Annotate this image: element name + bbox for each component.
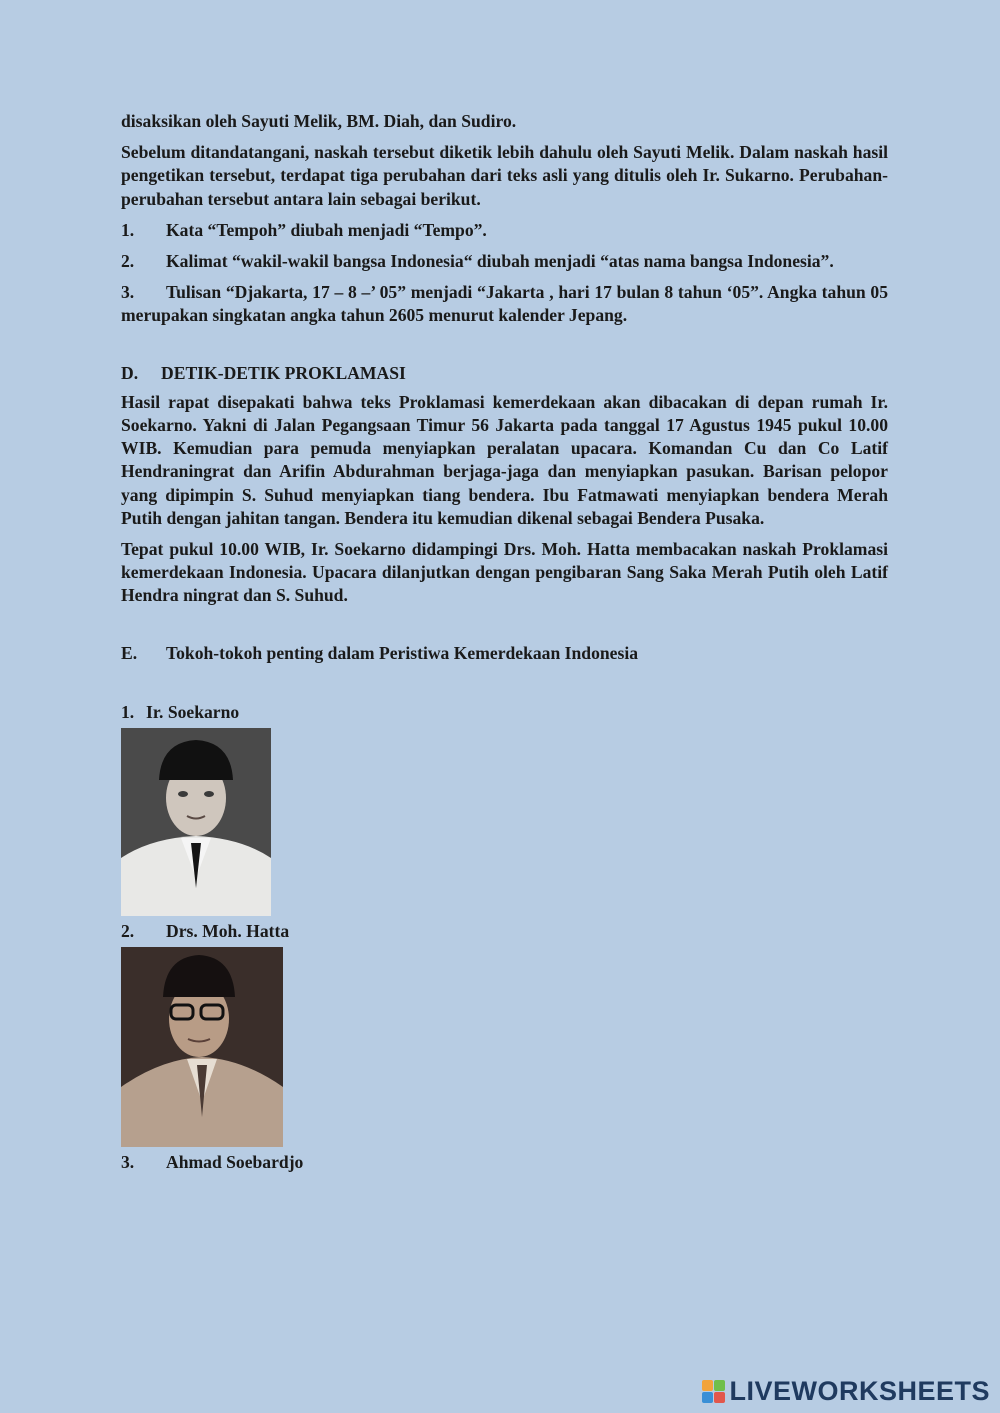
- intro-paragraph: Sebelum ditandatangani, naskah tersebut diketik lebih dahulu oleh Sayuti Melik. Dalam naskah hasil pengetikan tersebut, terdapat tiga perubahan dari teks asli yang ditulis oleh Ir. Sukarno. Perubahan-perubahan tersebut antara lain sebagai berikut.: [121, 142, 888, 209]
- section-d-paragraph-2: Tepat pukul 10.00 WIB, Ir. Soekarno didampingi Drs. Moh. Hatta membacakan naskah Proklamasi kemerdekaan Indonesia. Upacara dilanjutkan dengan pengibaran Sang Saka Merah Putih oleh Latif Hendra ningrat dan S. Suhud.: [121, 539, 888, 606]
- section-e-letter: E.: [121, 642, 138, 663]
- change-item-1: [121, 219, 888, 242]
- figure-1-caption: [121, 701, 888, 724]
- figure-2-caption: [121, 920, 888, 943]
- soekarno-portrait-illustration: [121, 728, 271, 916]
- section-d-heading: [121, 362, 888, 385]
- section-e-title: Tokoh-tokoh penting dalam Peristiwa Kemerdekaan Indonesia: [166, 642, 638, 663]
- section-d-title: DETIK-DETIK PROKLAMASI: [161, 362, 406, 383]
- section-d-letter: D.: [121, 362, 139, 383]
- figure-2-name: Drs. Moh. Hatta: [166, 921, 290, 942]
- change-item-2-number: 2.: [121, 251, 135, 272]
- hatta-portrait-illustration: [121, 947, 283, 1147]
- change-item-2-text: Kalimat “wakil-wakil bangsa Indonesia“ diubah menjadi “atas nama bangsa Indonesia”.: [166, 251, 834, 272]
- liveworksheets-logo[interactable]: [702, 1376, 990, 1407]
- figure-1-name: Ir. Soekarno: [146, 701, 240, 722]
- figure-2-number: 2.: [121, 921, 135, 942]
- hatta-photo: [121, 947, 283, 1147]
- change-item-1-number: 1.: [121, 219, 135, 240]
- document-body: [121, 110, 888, 1174]
- change-item-3-number: 3.: [121, 282, 135, 303]
- change-item-3-text: Tulisan “Djakarta, 17 – 8 –’ 05” menjadi “Jakarta , hari 17 bulan 8 tahun ‘05”. Angka tahun 05 merupakan singkatan angka tahun 2605 menurut kalender Jepang.: [121, 282, 888, 326]
- section-d-paragraph-1: Hasil rapat disepakati bahwa teks Proklamasi kemerdekaan akan dibacakan di depan rumah Ir. Soekarno. Yakni di Jalan Pegangsaan Timur 56 Jakarta pada tanggal 17 Agustus 1945 pukul 10.00 WIB. Kemudian para pemuda menyiapkan peralatan upacara. Komandan Cu dan Co Latif Hendraningrat dan Arifin Abdurahman berjaga-jaga dan menyiapkan pasukan. Barisan pelopor yang dipimpin S. Suhud menyiapkan tiang bendera. Ibu Fatmawati menyiapkan bendera Merah Putih dengan jahitan tangan. Bendera itu kemudian dikenal sebagai Bendera Pusaka.: [121, 391, 888, 528]
- liveworksheets-logo-icon: [702, 1380, 725, 1403]
- figure-3-caption: [121, 1151, 888, 1174]
- figure-3-name: Ahmad Soebardjo: [166, 1152, 304, 1173]
- change-item-1-text: Kata “Tempoh” diubah menjadi “Tempo”.: [166, 219, 487, 240]
- intro-line: disaksikan oleh Sayuti Melik, BM. Diah, dan Sudiro.: [121, 111, 517, 131]
- change-item-3: [121, 281, 888, 327]
- section-e-heading: [121, 642, 888, 665]
- liveworksheets-logo-text: LIVEWORKSHEETS: [729, 1376, 990, 1406]
- soekarno-photo: [121, 728, 271, 916]
- figure-3-number: 3.: [121, 1152, 135, 1173]
- change-item-2: [121, 250, 888, 273]
- figure-1-number: 1.: [121, 701, 135, 722]
